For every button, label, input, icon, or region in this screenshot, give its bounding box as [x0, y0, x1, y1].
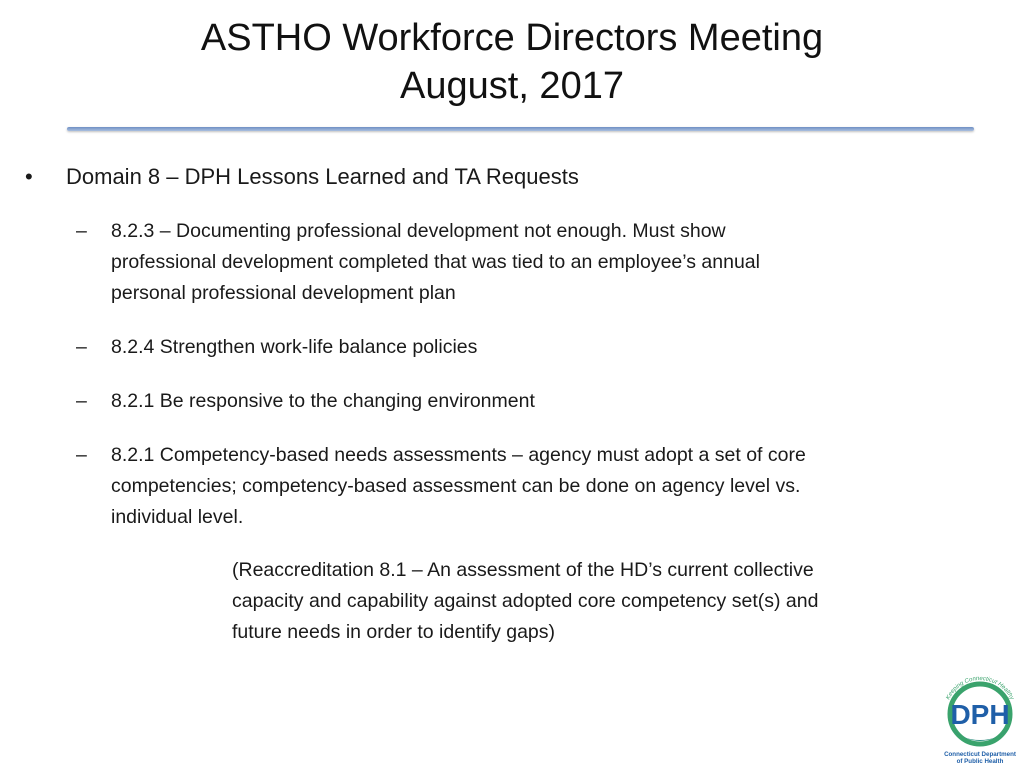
- sub-item-text: 8.2.3 – Documenting professional development not enough. Must show professional development completed that was tied to an employee’s annual personal professional development plan: [111, 220, 760, 304]
- logo-mark: DPH: [950, 699, 1010, 730]
- sub-item-dash: –: [76, 336, 87, 358]
- title-line-1: ASTHO Workforce Directors Meeting: [200, 17, 824, 59]
- logo-caption-1: Connecticut Department: [944, 751, 1016, 758]
- sub-item-text: 8.2.1 Be responsive to the changing environment: [111, 390, 535, 412]
- reaccreditation-note: (Reaccreditation 8.1 – An assessment of the HD’s current collective capacity and capability against adopted core competency set(s) and future needs in order to identify gaps): [232, 559, 819, 643]
- sub-item-text: 8.2.1 Competency-based needs assessments – agency must adopt a set of core competencies; competency-based assessment can be done on agency level vs. individual level.: [111, 444, 806, 528]
- sub-item-dash: –: [76, 220, 87, 242]
- bullet-text: Domain 8 – DPH Lessons Learned and TA Requests: [66, 164, 579, 189]
- bullet-marker: •: [25, 164, 33, 189]
- logo-caption-2: of Public Health: [956, 758, 1004, 765]
- sub-item-text: 8.2.4 Strengthen work-life balance policies: [111, 336, 478, 358]
- title-line-2: August, 2017: [400, 65, 624, 107]
- dph-logo: [938, 670, 1022, 766]
- sub-item-dash: –: [76, 444, 87, 466]
- logo-arc-text: Keeping Connecticut Healthy: [945, 675, 1015, 701]
- sub-item-dash: –: [76, 390, 87, 412]
